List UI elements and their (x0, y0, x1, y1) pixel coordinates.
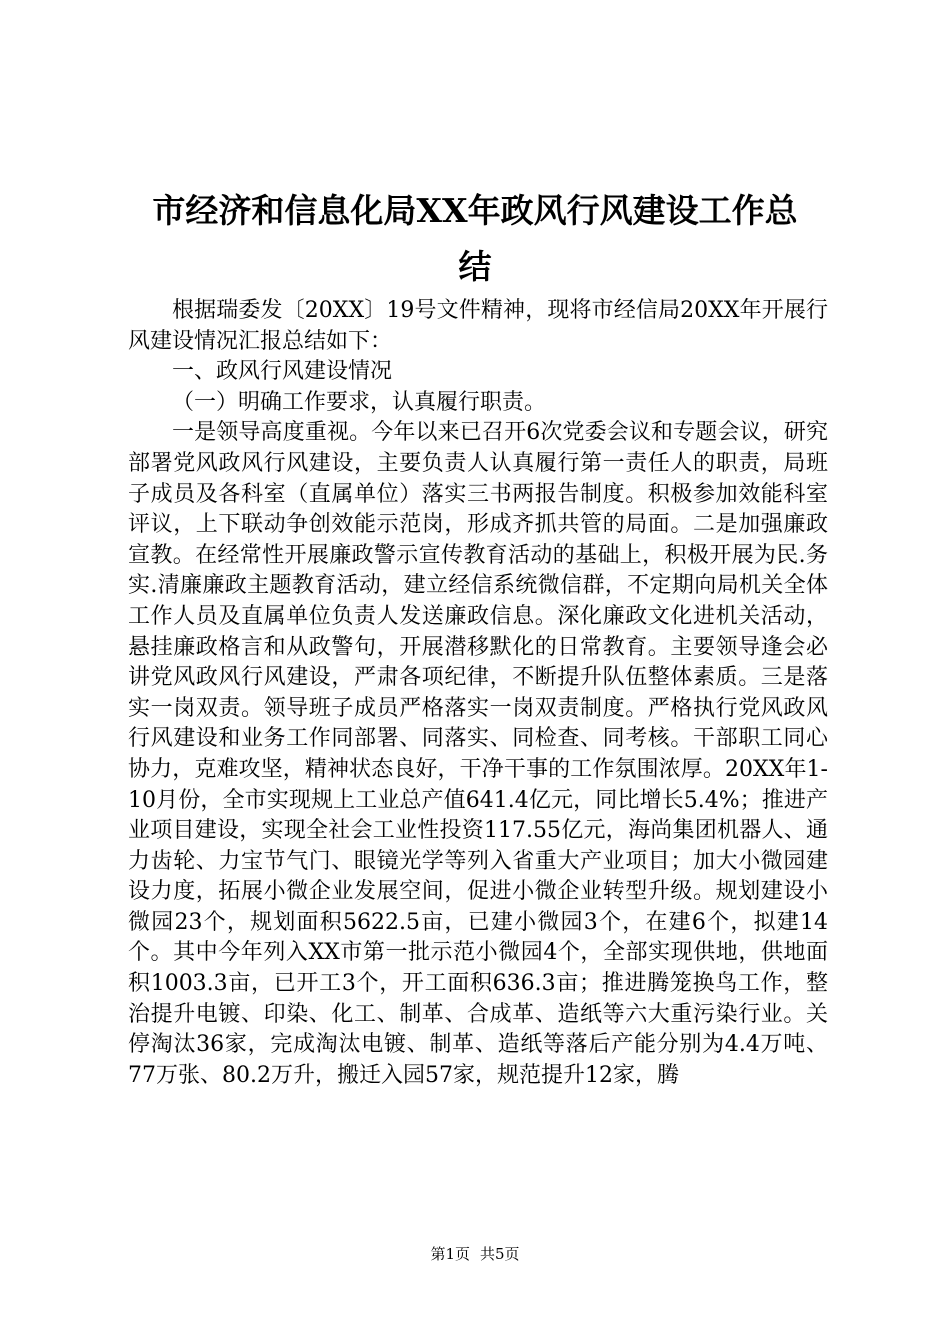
paragraph-main: 一是领导高度重视。今年以来已召开6次党委会议和专题会议，研究部署党风政风行风建设，主要负责人认真履行第一责任人的职责，局班子成员及各科室（直属单位）落实三书两报告制度。积极参加效能科室评议，上下联动争创效能示范岗，形成齐抓共管的局面。二是加强廉政宣教。在经常性开展廉政警示宣传教育活动的基础上，积极开展为民.务实.清廉廉政主题教育活动，建立经信系统微信群，不定期向局机关全体工作人员及直属单位负责人发送廉政信息。深化廉政文化进机关活动，悬挂廉政格言和从政警句，开展潜移默化的日常教育。主要领导逢会必讲党风政风行风建设，严肃各项纪律，不断提升队伍整体素质。三是落实一岗双责。领导班子成员严格落实一岗双责制度。严格执行党风政风行风建设和业务工作同部署、同落实、同检查、同考核。干部职工同心协力，克难攻坚，精神状态良好，干净干事的工作氛围浓厚。20XX年1-10月份，全市实现规上工业总产值641.4亿元，同比增长5.4%；推进产业项目建设，实现全社会工业性投资117.55亿元，海尚集团机器人、通力齿轮、力宝节气门、眼镜光学等列入省重大产业项目；加大小微园建设力度，拓展小微企业发展空间，促进小微企业转型升级。规划建设小微园23个，规划面积5622.5亩，已建小微园3个，在建6个，拟建14个。其中今年列入XX市第一批示范小微园4个，全部实现供地，供地面积1003.3亩，已开工3个，开工面积636.3亩；推进腾笼换鸟工作，整治提升电镀、印染、化工、制革、合成革、造纸等六大重污染行业。关停淘汰36家，完成淘汰电镀、制革、造纸等落后产能分别为4.4万吨、77万张、80.2万升，搬迁入园57家，规范提升12家，腾 (128, 420, 828, 1088)
title-line-1: 市经济和信息化局XX年政风行风建设工作总 (152, 191, 798, 230)
paragraph-intro: 根据瑞委发〔20XX〕19号文件精神，现将市经信局20XX年开展行风建设情况汇报总结如下： (128, 298, 828, 354)
subsection-heading: （一）明确工作要求，认真履行职责。 (172, 389, 547, 415)
page-number-total: 共5页 (480, 1245, 520, 1263)
page-footer (0, 1244, 950, 1264)
page-number-current: 第1页 (430, 1245, 470, 1263)
section-heading: 一、政风行风建设情况 (172, 359, 393, 385)
document-title (128, 183, 822, 295)
title-line-2: 结 (458, 247, 492, 286)
document-body (128, 296, 828, 1091)
